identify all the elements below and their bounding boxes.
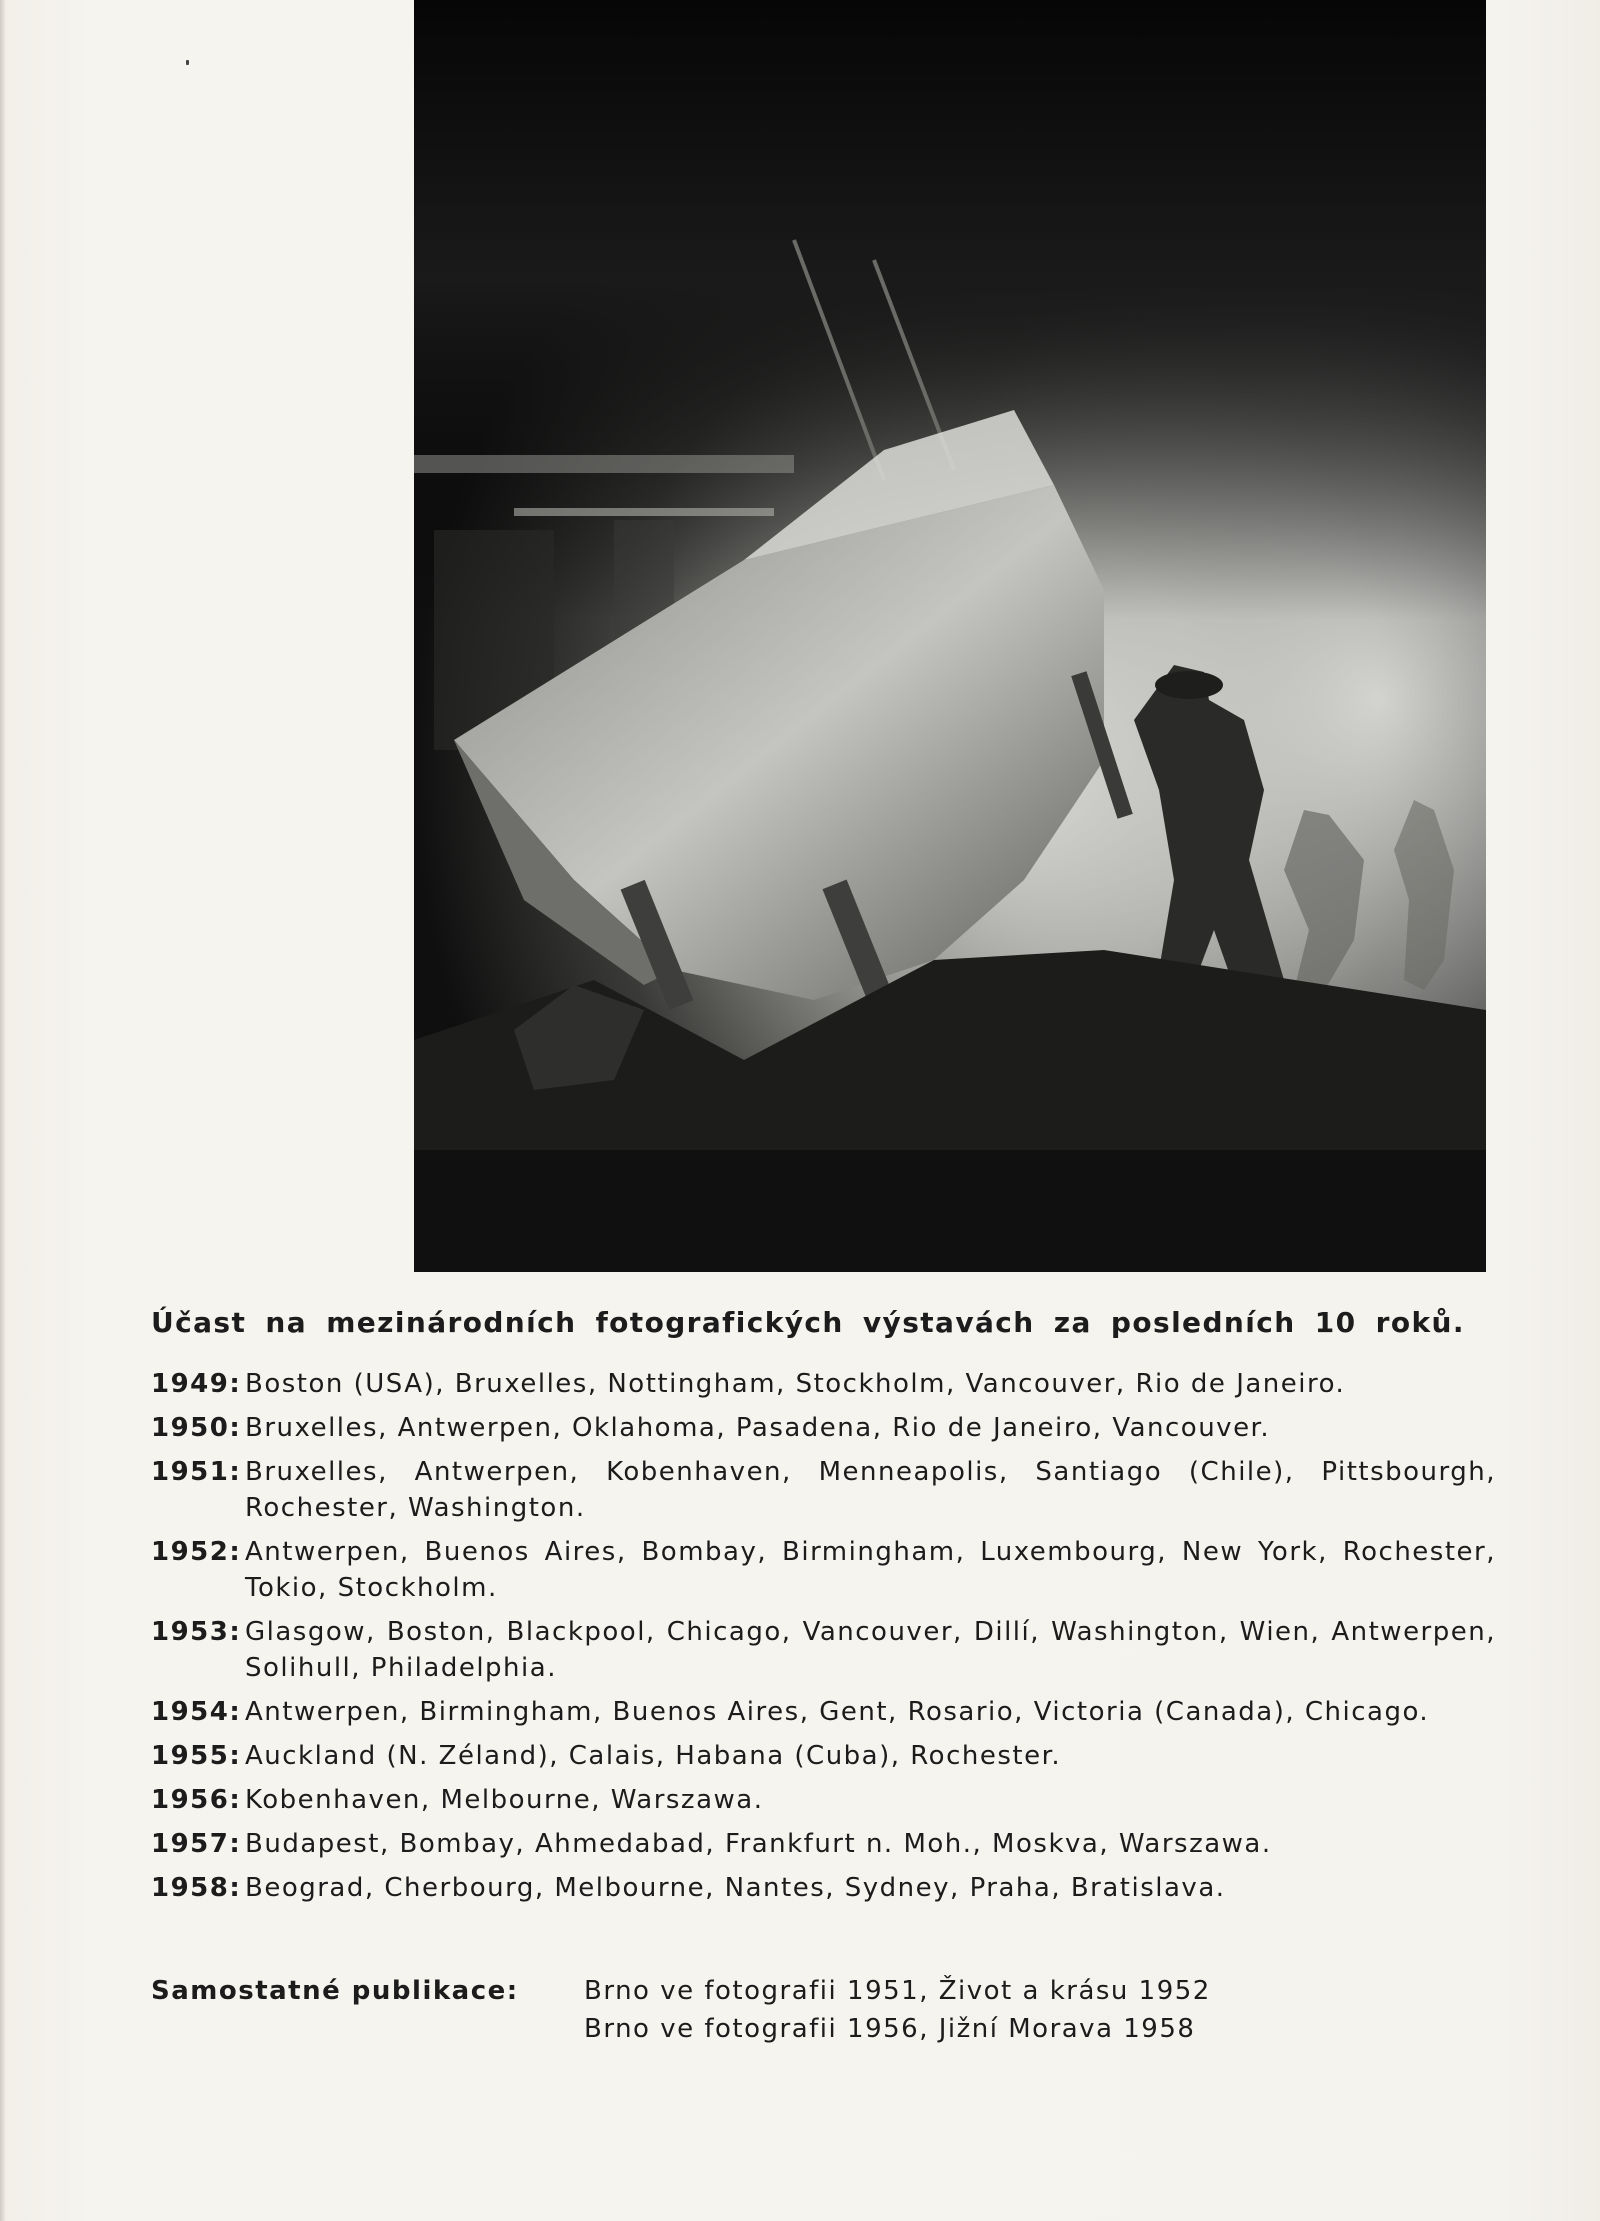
publications [151,1972,1496,2048]
exhibition-entry-1949 [151,1366,1496,1402]
exhibitions-list [151,1366,1496,1914]
print-speck [186,60,189,65]
exhibition-entry-1956 [151,1782,1496,1818]
exhibition-year: 1950: [151,1413,242,1443]
exhibition-cities: Bruxelles, Antwerpen, Kobenhaven, Menneapolis, Santiago (Chile), Pittsbourgh, Rochester, Washington. [245,1457,1496,1523]
publications-label: Samostatné publikace: [151,1976,519,2006]
exhibition-year: 1957: [151,1829,242,1859]
exhibition-cities: Antwerpen, Birmingham, Buenos Aires, Gent, Rosario, Victoria (Canada), Chicago. [245,1697,1430,1727]
exhibition-cities: Glasgow, Boston, Blackpool, Chicago, Vancouver, Dillí, Washington, Wien, Antwerpen, Solihull, Philadelphia. [245,1617,1496,1683]
publications-list [584,1972,1496,2048]
exhibition-year: 1953: [151,1617,242,1647]
exhibition-entry-1953 [151,1614,1496,1686]
exhibition-cities: Budapest, Bombay, Ahmedabad, Frankfurt n. Moh., Moskva, Warszawa. [245,1829,1272,1859]
page-edge-shadow [0,0,6,2221]
photo-icon [414,0,1486,1272]
exhibition-cities: Auckland (N. Zéland), Calais, Habana (Cuba), Rochester. [245,1741,1062,1771]
exhibition-year: 1954: [151,1697,242,1727]
exhibition-entry-1957 [151,1826,1496,1862]
exhibition-cities: Kobenhaven, Melbourne, Warszawa. [245,1785,764,1815]
exhibition-year: 1958: [151,1873,242,1903]
exhibition-year: 1952: [151,1537,242,1567]
exhibitions-heading: Účast na mezinárodních fotografických výstavách za posledních 10 roků. [151,1306,1465,1339]
publication-line: Brno ve fotografii 1956, Jižní Morava 1958 [584,2014,1196,2044]
exhibition-cities: Beograd, Cherbourg, Melbourne, Nantes, Sydney, Praha, Bratislava. [245,1873,1226,1903]
exhibition-entry-1955 [151,1738,1496,1774]
exhibition-cities: Antwerpen, Buenos Aires, Bombay, Birmingham, Luxembourg, New York, Rochester, Tokio, Stockholm. [245,1537,1496,1603]
steelworks-photograph [414,0,1486,1272]
exhibition-entry-1951 [151,1454,1496,1526]
exhibition-entry-1950 [151,1410,1496,1446]
exhibition-year: 1955: [151,1741,242,1771]
exhibition-entry-1952 [151,1534,1496,1606]
exhibition-year: 1949: [151,1369,242,1399]
exhibition-year: 1951: [151,1457,242,1487]
exhibition-entry-1954 [151,1694,1496,1730]
publication-line: Brno ve fotografii 1951, Život a krásu 1952 [584,1976,1211,2006]
exhibition-entry-1958 [151,1870,1496,1906]
exhibition-cities: Bruxelles, Antwerpen, Oklahoma, Pasadena, Rio de Janeiro, Vancouver. [245,1413,1271,1443]
exhibition-year: 1956: [151,1785,242,1815]
exhibition-cities: Boston (USA), Bruxelles, Nottingham, Stockholm, Vancouver, Rio de Janeiro. [245,1369,1346,1399]
